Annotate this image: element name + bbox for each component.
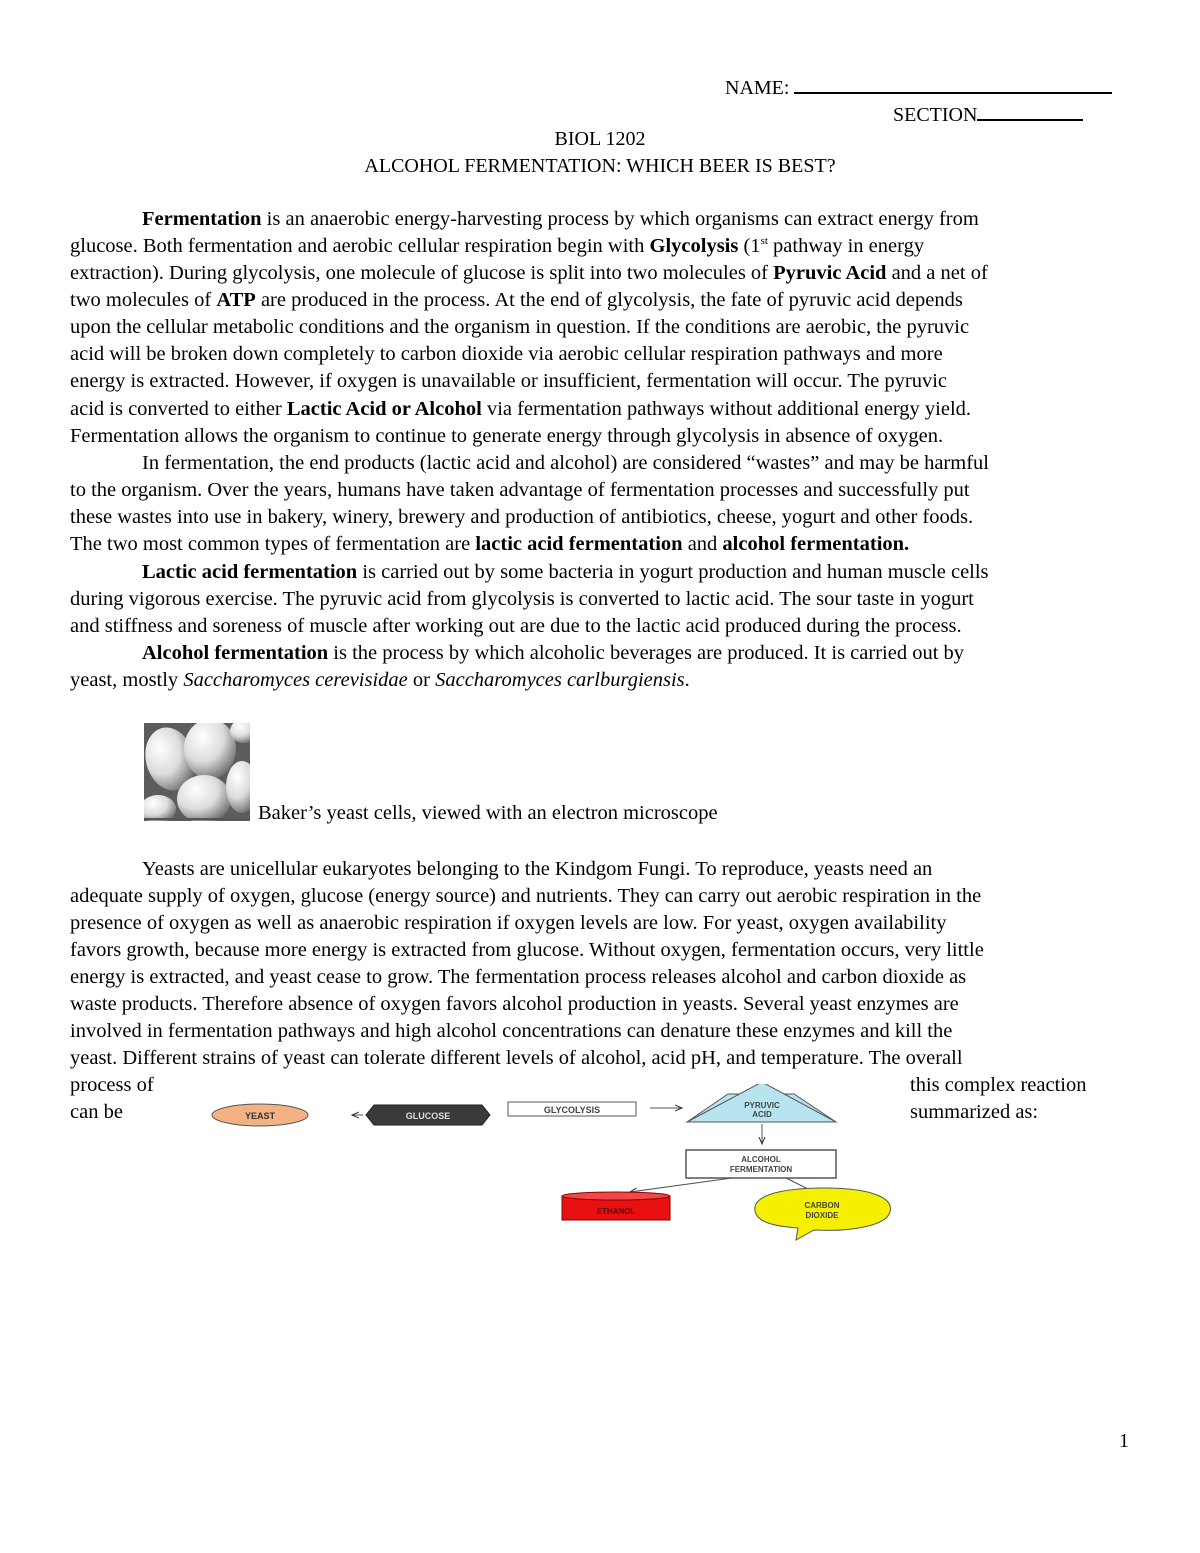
fermentation-flow-diagram [200,1084,900,1244]
text: is an anaerobic energy-harvesting process by which organisms can extract energy from [261,208,979,230]
para5-line10-right: summarized as: [910,1101,1039,1123]
text: (1 [738,235,761,257]
text: pathway in energy [767,235,925,257]
para5-line6: waste products. Therefore absence of oxygen favors alcohol production in yeasts. Several yeast enzymes are [70,993,959,1015]
yeast-cells-graphic [144,723,250,821]
text: The two most common types of fermentation are [70,533,476,555]
para5-line1: Yeasts are unicellular eukaryotes belonging to the Kindgom Fungi. To reproduce, yeasts need an [142,858,933,880]
carbon-label-2: DIOXIDE [805,1211,839,1220]
glycolysis-node [508,1102,636,1116]
section-label: SECTION [893,104,978,126]
carbon-dioxide-node [755,1188,891,1240]
page-number: 1 [1119,1430,1129,1452]
yeast-micrograph-image [144,723,250,821]
ethanol-label: ETHANOL [596,1207,636,1216]
para5-line3: presence of oxygen as well as anaerobic respiration if oxygen levels are low. For yeast, oxygen availability [70,912,947,934]
alcohol-label-1: ALCOHOL [741,1155,781,1164]
term-alcohol-fermentation: alcohol fermentation. [722,533,910,555]
para1-line5: upon the cellular metabolic conditions and the organism in question. If the conditions are aerobic, the pyruvic [70,316,970,338]
text: two molecules of [70,289,217,311]
text: or [407,669,436,691]
para5-line4: favors growth, because more energy is extracted from glucose. Without oxygen, fermentation occurs, very little [70,939,984,961]
para5-line5: energy is extracted, and yeast cease to grow. The fermentation process releases alcohol and carbon dioxide as [70,966,967,988]
para5-line9-right: this complex reaction [910,1074,1087,1096]
text: acid is converted to either [70,398,287,420]
text: is the process by which alcoholic beverages are produced. It is carried out by [328,642,965,664]
text: are produced in the process. At the end of glycolysis, the fate of pyruvic acid depends [255,289,963,311]
text: extraction). During glycolysis, one molecule of glucose is split into two molecules of [70,262,774,284]
para5-line10-left: can be [70,1101,123,1123]
para2-line1: In fermentation, the end products (lactic acid and alcohol) are considered “wastes” and may be harmful [142,452,989,474]
para2-line2: to the organism. Over the years, humans have taken advantage of fermentation processes and successfully put [70,479,970,501]
para3-line1 [142,559,989,586]
name-blank[interactable] [794,74,1112,94]
term-alcohol-fermentation-def: Alcohol fermentation [142,642,329,664]
para3-line2: during vigorous exercise. The pyruvic acid from glycolysis is converted to lactic acid. The sour taste in yogurt [70,588,974,610]
para1-line7: energy is extracted. However, if oxygen is unavailable or insufficient, fermentation will occur. The pyruvic [70,370,947,392]
para5-line8: yeast. Different strains of yeast can tolerate different levels of alcohol, acid pH, and temperature. The overall [70,1047,963,1069]
para5-line2: adequate supply of oxygen, glucose (energy source) and nutrients. They can carry out aerobic respiration in the [70,885,982,907]
para1-line8 [70,396,971,423]
glucose-node [366,1105,490,1125]
ethanol-top [562,1192,670,1200]
term-glycolysis: Glycolysis [649,235,739,257]
term-pyruvic-acid: Pyruvic Acid [773,262,887,284]
text: yeast, mostly [70,669,184,691]
para1-line4 [70,287,963,314]
alcohol-label-2: FERMENTATION [729,1165,793,1174]
arrow-to-ethanol [630,1178,732,1192]
section-blank[interactable] [977,101,1083,121]
species-name: Saccharomyces cerevisidae [183,669,408,691]
superscript: st [760,235,768,248]
para1-line2 [70,233,924,260]
term-lactic-alcohol: Lactic Acid or Alcohol [286,398,482,420]
para5-line9-left: process of [70,1074,154,1096]
para4-line2 [70,667,690,694]
pyruvic-label-1: PYRUVIC [744,1101,780,1110]
text: and a net of [886,262,988,284]
text: glucose. Both fermentation and aerobic cellular respiration begin with [70,235,650,257]
text: is carried out by some bacteria in yogurt production and human muscle cells [357,561,989,583]
figure-caption: Baker’s yeast cells, viewed with an electron microscope [258,802,718,824]
para2-line3: these wastes into use in bakery, winery, brewery and production of antibiotics, cheese, yogurt and other foods. [70,506,974,528]
glycolysis-label: GLYCOLYSIS [543,1105,601,1115]
image-underline [144,818,250,820]
yeast-node [212,1104,308,1126]
name-label: NAME: [725,77,790,99]
section-field [893,101,1083,127]
term-lactic-acid-fermentation: Lactic acid fermentation [142,561,358,583]
term-lactic-fermentation: lactic acid fermentation [475,533,683,555]
alcohol-fermentation-node [686,1150,836,1178]
term-fermentation: Fermentation [142,208,262,230]
para4-line1 [142,640,964,667]
para2-line4 [70,531,909,558]
pyruvic-label-2: ACID [752,1110,772,1119]
text: via fermentation pathways without additional energy yield. [481,398,972,420]
para5-line7: involved in fermentation pathways and high alcohol concentrations can denature these enzymes and kill the [70,1020,953,1042]
course-code: BIOL 1202 [554,128,646,150]
para3-line3: and stiffness and soreness of muscle after working out are due to the lactic acid produced during the process. [70,615,962,637]
page-title: ALCOHOL FERMENTATION: WHICH BEER IS BEST? [364,155,836,177]
ethanol-node [562,1192,670,1220]
para1-line1 [142,206,979,233]
species-name: Saccharomyces carlburgiensis [435,669,685,691]
yeast-label: YEAST [244,1111,276,1121]
para1-line3 [70,260,988,287]
name-field [725,74,1112,100]
para1-line6: acid will be broken down completely to carbon dioxide via aerobic cellular respiration pathways and more [70,343,943,365]
term-atp: ATP [216,289,256,311]
text: . [684,669,690,691]
para1-line9: Fermentation allows the organism to continue to generate energy through glycolysis in absence of oxygen. [70,425,944,447]
text: and [682,533,723,555]
glucose-label: GLUCOSE [405,1111,451,1121]
pyruvic-acid-node [687,1084,836,1122]
carbon-label-1: CARBON [804,1201,840,1210]
